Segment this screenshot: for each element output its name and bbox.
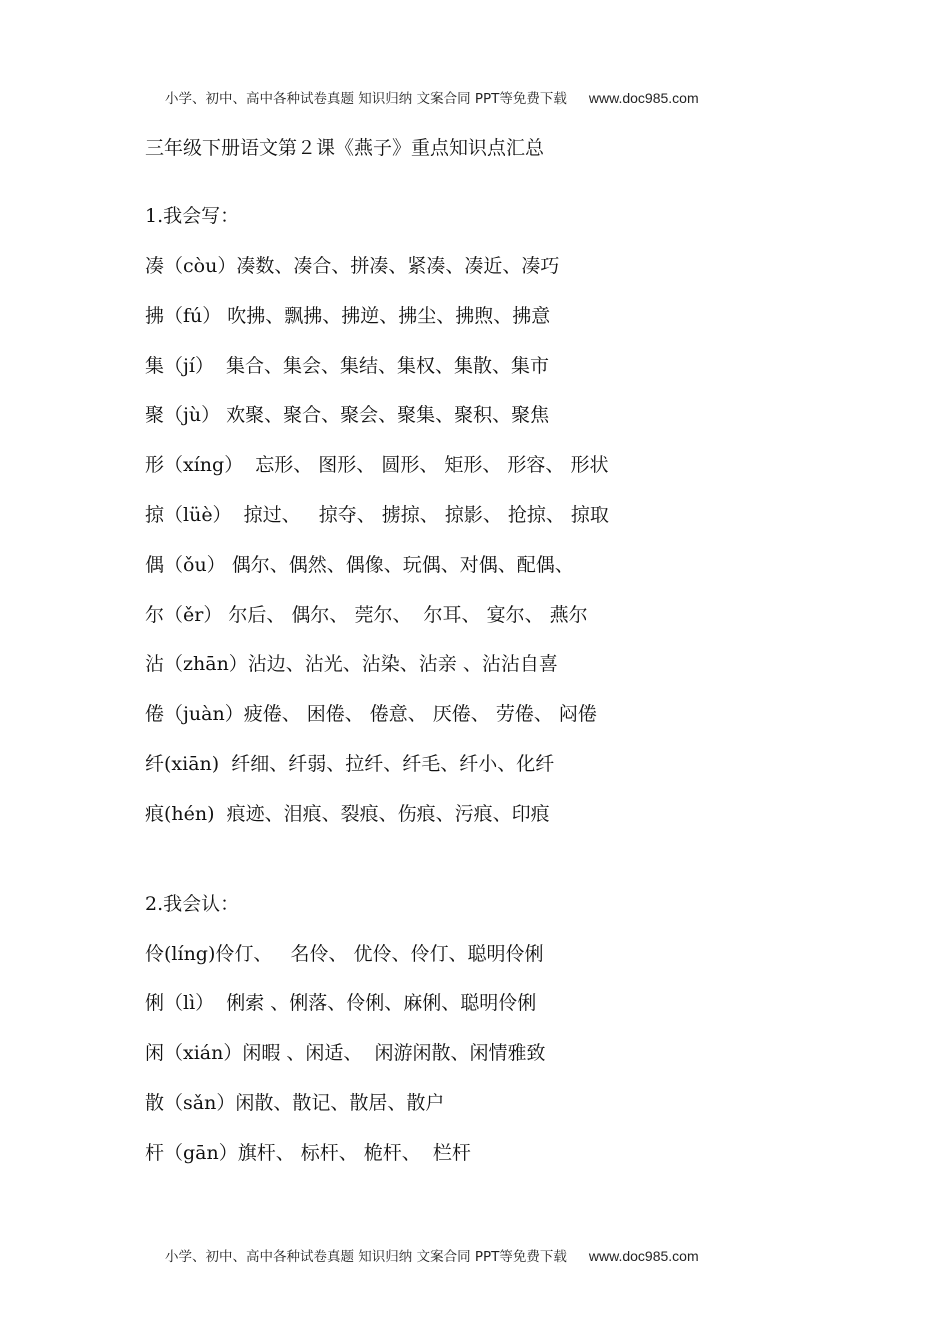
footer-banner	[165, 1245, 845, 1265]
footer-banner-text: 小学、初中、高中各种试卷真题 知识归纳 文案合同 PPT等免费下载	[165, 1249, 567, 1265]
document-title: 三年级下册语文第２课《燕子》重点知识点汇总	[145, 137, 545, 159]
section-write-list	[145, 251, 865, 829]
document-body	[145, 133, 865, 1188]
list-item: 尔（ěr） 尔后、 偶尔、 莞尔、 尔耳、 宴尔、 燕尔	[145, 603, 588, 626]
list-item: 俐（lì） 俐索 、俐落、伶俐、麻俐、聪明伶俐	[145, 992, 537, 1015]
list-item: 痕(hén) 痕迹、泪痕、裂痕、伤痕、污痕、印痕	[145, 802, 550, 825]
list-item: 沾（zhān）沾边、沾光、沾染、沾亲 、沾沾自喜	[145, 653, 558, 676]
list-item: 凑（còu）凑数、凑合、拼凑、紧凑、凑近、凑巧	[145, 255, 560, 277]
section-heading-recognize: 2.我会认：	[145, 892, 240, 915]
section-recognize-list	[145, 939, 865, 1168]
list-item: 散（sǎn）闲散、散记、散居、散户	[145, 1091, 445, 1114]
footer-site-link[interactable]: www.doc985.com	[588, 1248, 699, 1264]
list-item: 偶（ǒu） 偶尔、偶然、偶像、玩偶、对偶、配偶、	[145, 553, 574, 576]
list-item: 集（jí） 集合、集会、集结、集权、集散、集市	[145, 354, 550, 377]
list-item: 闲（xián）闲暇 、闲适、 闲游闲散、闲情雅致	[145, 1042, 546, 1065]
section-spacer	[145, 849, 865, 889]
list-item: 拂（fú） 吹拂、飘拂、拂逆、拂尘、拂煦、拂意	[145, 304, 551, 327]
section-heading-write: 1.我会写：	[145, 205, 240, 227]
header-banner-text: 小学、初中、高中各种试卷真题 知识归纳 文案合同 PPT等免费下载	[165, 91, 567, 107]
header-site-link[interactable]: www.doc985.com	[588, 90, 699, 106]
list-item: 掠（lüè） 掠过、 掠夺、 掳掠、 掠影、 抢掠、 掠取	[145, 503, 609, 526]
list-item: 倦（juàn）疲倦、 困倦、 倦意、 厌倦、 劳倦、 闷倦	[145, 703, 597, 726]
list-item: 聚（jù） 欢聚、聚合、聚会、聚集、聚积、聚焦	[145, 404, 550, 427]
list-item: 形（xíng） 忘形、 图形、 圆形、 矩形、 形容、 形状	[145, 454, 609, 477]
list-item: 杆（gān）旗杆、 标杆、 桅杆、 栏杆	[145, 1141, 471, 1164]
header-banner	[165, 87, 845, 107]
list-item: 伶(líng)伶仃、 名伶、 优伶、伶仃、聪明伶俐	[145, 942, 544, 965]
list-item: 纤(xiān) 纤细、纤弱、拉纤、纤毛、纤小、化纤	[145, 752, 555, 775]
